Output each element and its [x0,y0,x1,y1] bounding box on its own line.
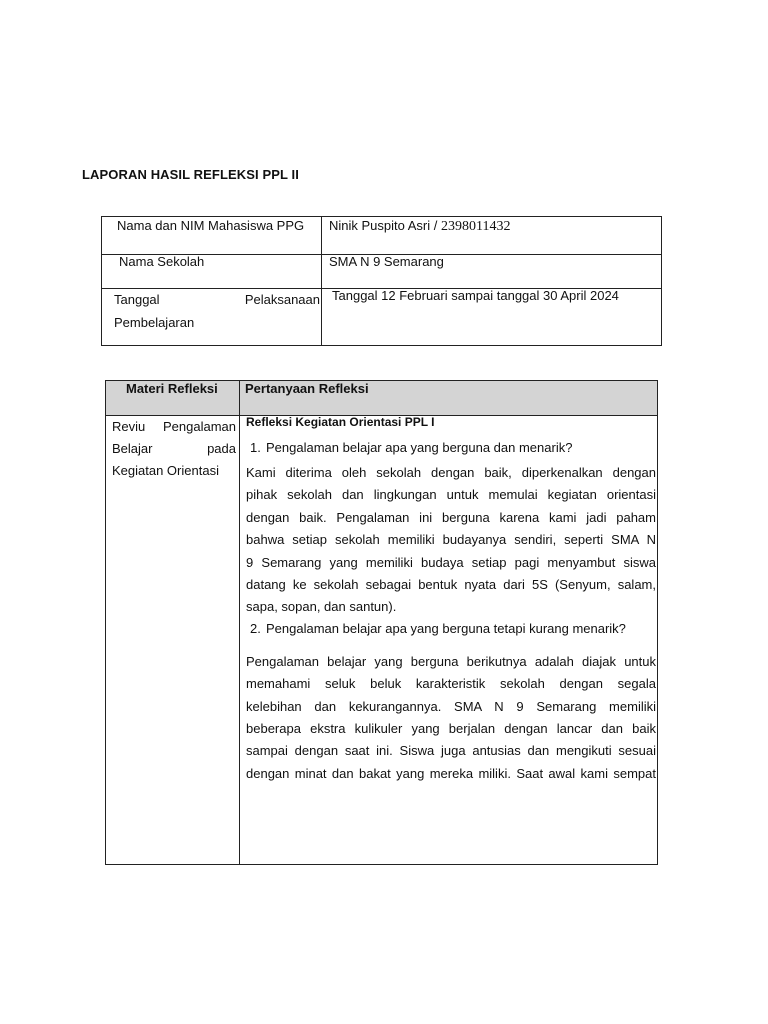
pertanyaan-cell [246,415,656,785]
answer-line: kelebihan dan kekurangannya. SMA N 9 Semarang memiliki [246,698,656,714]
identity-row-school [102,254,661,289]
identity-label-school: Nama Sekolah [119,254,205,269]
answer-line: bahwa setiap sekolah memiliki budayanya sendiri, seperti SMA N [246,532,656,548]
reflection-table [105,380,658,865]
identity-value-date: Tanggal 12 Februari sampai tanggal 30 April 2024 [332,288,619,303]
identity-row-date [102,288,661,345]
materi-line: Reviu Pengalaman [112,419,236,434]
answer-line: sampai dengan saat ini. Siswa juga antusias dan mengikuti sesuai [246,743,656,759]
answer-line: 9 Semarang yang memiliki budaya setiap pagi menyambut siswa [246,554,656,570]
answer-line: pihak sekolah dan lingkungan untuk memulai kegiatan orientasi [246,487,656,503]
answer-2 [246,651,656,785]
identity-value-name [329,218,510,235]
question-text: Pengalaman belajar apa yang berguna dan menarik? [266,440,573,455]
answer-line: datang ke sekolah sebagai bentuk nyata dari 5S (Senyum, salam, [246,576,656,592]
answer-line: memahami seluk beluk karakteristik sekolah dengan segala [246,676,656,692]
answer-line: Kami diterima oleh sekolah dengan baik, diperkenalkan dengan [246,465,656,480]
page-title: LAPORAN HASIL REFLEKSI PPL II [82,167,299,182]
materi-line: Belajar pada [112,441,236,456]
answer-line: sapa, sopan, dan santun). [246,599,397,615]
question-text: Pengalaman belajar apa yang berguna tetapi kurang menarik? [266,620,626,636]
answer-line: dengan minat dan bakat yang mereka miliki. Saat awal kami sempat [246,765,656,781]
reflection-header [106,381,657,416]
student-name: Ninik Puspito Asri / [329,218,441,233]
header-pertanyaan: Pertanyaan Refleksi [245,381,369,396]
materi-cell [112,416,236,482]
header-materi: Materi Refleksi [126,381,218,396]
question-1 [246,440,656,456]
identity-label-name: Nama dan NIM Mahasiswa PPG [117,218,305,233]
answer-line: beberapa ekstra kulikuler yang berjalan dengan lancar dan baik [246,720,656,736]
question-2 [246,621,656,637]
question-number: 1. [250,440,261,455]
identity-label-date [114,288,320,334]
date-label-line-1: Tanggal Pelaksanaan [114,292,320,307]
answer-line: dengan baik. Pengalaman ini berguna karena kami jadi paham [246,509,656,525]
student-nim: 2398011432 [441,219,511,234]
identity-value-school: SMA N 9 Semarang [329,254,444,269]
reflection-subtitle: Refleksi Kegiatan Orientasi PPL I [246,415,435,429]
reflection-column-divider [239,381,240,864]
date-label-line-2: Pembelajaran [114,315,195,330]
identity-row-name [102,217,661,255]
question-number: 2. [250,620,261,636]
answer-line: Pengalaman belajar yang berguna berikutnya adalah diajak untuk [246,653,656,669]
identity-table [101,216,662,346]
materi-line: Kegiatan Orientasi [112,463,219,478]
answer-1 [246,462,656,619]
